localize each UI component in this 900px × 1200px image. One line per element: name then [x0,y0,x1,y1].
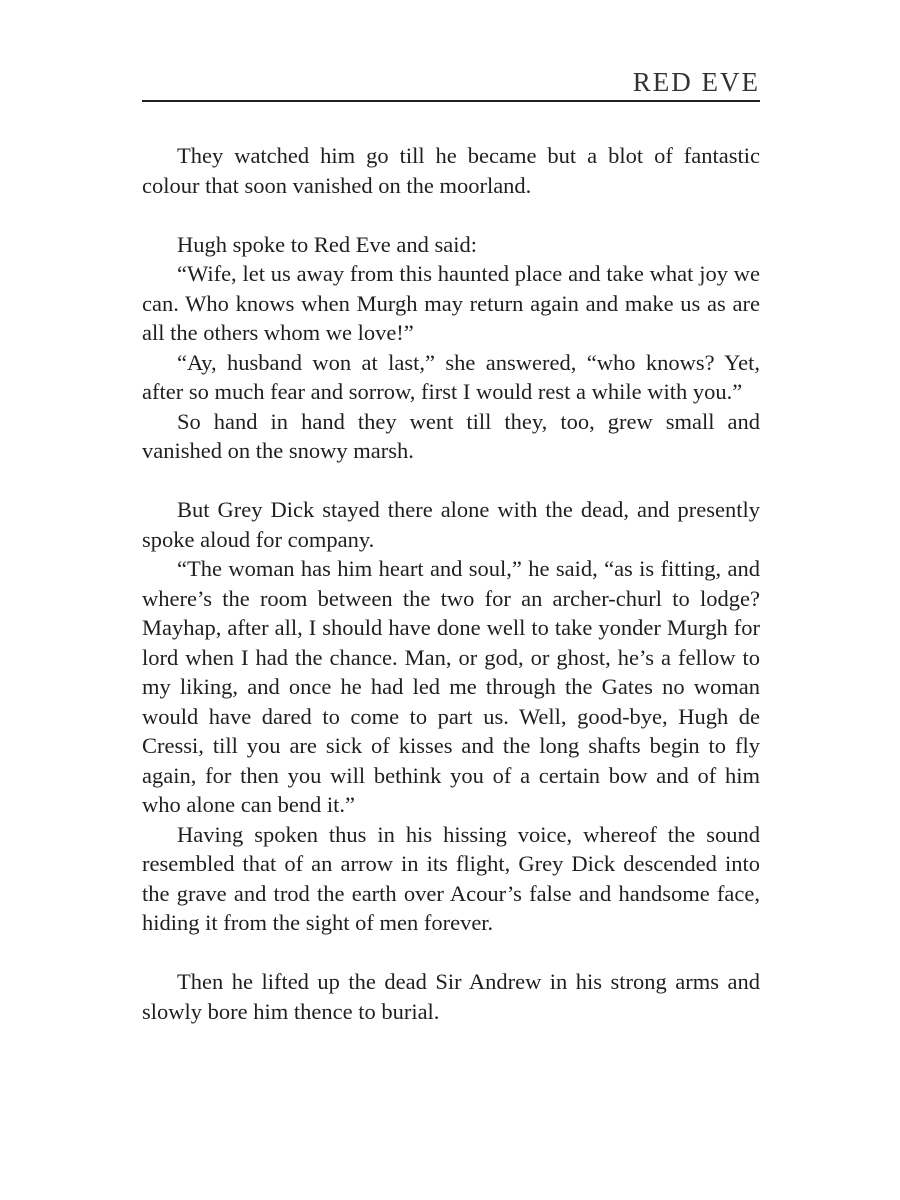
body-text [142,141,760,1026]
header-rule [142,100,760,102]
paragraph: Then he lifted up the dead Sir Andrew in his strong arms and slowly bore him thence to burial. [142,969,760,1024]
running-head-title: RED EVE [632,67,760,97]
section-break [142,466,760,496]
paragraph: “Wife, let us away from this haunted place and take what joy we can. Who knows when Murgh may return again and make us as are all the others whom we love!” [142,261,760,345]
paragraph: But Grey Dick stayed there alone with the dead, and presently spoke aloud for company. [142,497,760,552]
paragraph: Hugh spoke to Red Eve and said: [177,231,477,257]
paragraph: “Ay, husband won at last,” she answered, “who knows? Yet, after so much fear and sorrow, first I would rest a while with you.” [142,349,760,404]
paragraph: Having spoken thus in his hissing voice, whereof the sound resembled that of an arrow in its flight, Grey Dick descended into the grave and trod the earth over Acour’s false and handsome face, hiding it from the sight of men forever. [142,821,760,935]
section-break [142,200,760,230]
paragraph: So hand in hand they went till they, too, grew small and vanished on the snowy marsh. [142,408,760,463]
paragraph: They watched him go till he became but a blot of fantastic colour that soon vanished on the moorland. [142,143,760,198]
section-break [142,938,760,968]
paragraph: “The woman has him heart and soul,” he said, “as is fitting, and where’s the room between the two for an archer-churl to lodge? Mayhap, after all, I should have done well to take yonder Murgh for lord when I had the chance. Man, or god, or ghost, he’s a fellow to my liking, and once he had led me through the Gates no woman would have dared to come to part us. Well, good-bye, Hugh de Cressi, till you are sick of kisses and the long shafts begin to fly again, for then you will bethink you of a certain bow and of him who alone can bend it.” [142,556,760,817]
